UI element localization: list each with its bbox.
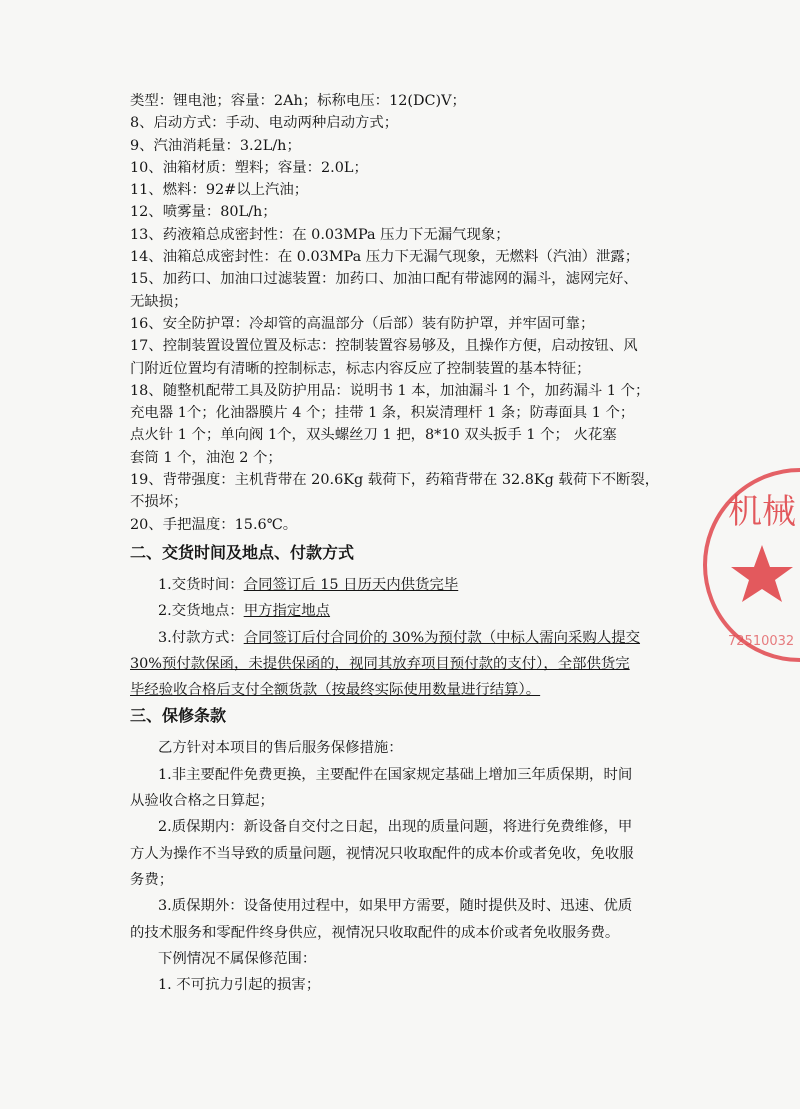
warranty-intro: 乙方针对本项目的售后服务保修措施：	[158, 740, 403, 757]
spec-line: 门附近位置均有清晰的控制标志，标志内容反应了控制装置的基本特征；	[130, 360, 591, 377]
spec-line: 不损坏；	[130, 494, 188, 511]
payment-label: 3.付款方式：	[158, 629, 244, 646]
delivery-place-label: 2.交货地点：	[158, 603, 244, 620]
spec-line: 8、启动方式：手动、电动两种启动方式；	[130, 115, 399, 132]
spec-line: 15、加药口、加油口过滤装置：加药口、加油口配有带滤网的漏斗，滤网完好、	[130, 271, 638, 288]
spec-line: 16、安全防护罩：冷却管的高温部分（后部）装有防护罩，并牢固可靠；	[130, 315, 595, 332]
seal-star-icon	[731, 545, 793, 602]
delivery-time-value: 合同签订后 15 日历天内供货完毕	[243, 576, 459, 593]
spec-line: 17、控制装置设置位置及标志：控制装置容易够及，且操作方便，启动按钮、风	[130, 338, 638, 355]
payment-terms-cont	[130, 677, 688, 699]
delivery-time-label: 1.交货时间：	[158, 576, 244, 593]
spec-line: 12、喷雾量：80L/h；	[130, 204, 277, 221]
seal-number: 72510032	[728, 634, 795, 649]
section3-heading: 三、保修条款	[130, 706, 227, 726]
spec-line: 19、背带强度：主机背带在 20.6Kg 载荷下，药箱背带在 32.8Kg 载荷下不断裂，	[130, 472, 660, 489]
spec-line: 充电器 1个；化油器膜片 4 个；挂带 1 条，积炭清理杆 1 条；防毒面具 1 个；	[130, 405, 635, 422]
payment-terms	[130, 625, 688, 647]
section2-heading: 二、交货时间及地点、付款方式	[130, 542, 355, 562]
warranty-p2-line3: 务费；	[130, 871, 174, 888]
spec-line: 20、手把温度：15.6℃。	[130, 516, 298, 533]
spec-line: 无缺损；	[130, 293, 188, 310]
warranty-p2-line2: 方人为操作不当导致的质量问题，视情况只收取配件的成本价或者免收，免收服	[130, 845, 634, 862]
warranty-p3-line1: 3.质保期外：设备使用过程中，如果甲方需要，随时提供及时、迅速、优质	[158, 898, 633, 915]
delivery-place	[130, 598, 688, 620]
document-body	[130, 90, 688, 994]
spec-line: 18、随整机配带工具及防护用品：说明书 1 本，加油漏斗 1 个，加药漏斗 1 个；	[130, 382, 650, 399]
warranty-p1-line2: 从验收合格之日算起；	[130, 793, 274, 810]
warranty-p1-line1: 1.非主要配件免费更换，主要配件在国家规定基础上增加三年质保期，时间	[158, 766, 633, 783]
payment-line-2: 30%预付款保函，未提供保函的，视同其放弃项目预付款的支付），全部供货完	[130, 655, 630, 672]
spec-line: 9、汽油消耗量：3.2L/h；	[130, 137, 301, 154]
spec-line: 14、油箱总成密封性：在 0.03MPa 压力下无漏气现象，无燃料（汽油）泄露；	[130, 249, 640, 266]
spec-line: 类型：锂电池；容量：2Ah；标称电压：12(DC)V；	[130, 93, 466, 109]
delivery-place-value: 甲方指定地点	[243, 603, 331, 620]
warranty-p2-line1: 2.质保期内：新设备自交付之日起，出现的质量问题，将进行免费维修，甲	[158, 819, 633, 836]
seal-graphic	[700, 455, 800, 675]
exclusion-1: 1. 不可抗力引起的损害；	[158, 977, 321, 994]
spec-line: 点火针 1 个；单向阀 1个，双头螺丝刀 1 把，8*10 双头扳手 1 个； 火花塞	[130, 427, 617, 444]
delivery-time	[130, 572, 688, 594]
payment-line-3: 毕经验收合格后支付全额货款（按最终实际使用数量进行结算）。	[130, 682, 541, 699]
spec-line: 13、药液箱总成密封性：在 0.03MPa 压力下无漏气现象；	[130, 226, 510, 243]
seal-text: 机械	[728, 492, 796, 532]
payment-line-1: 合同签订后付合同价的 30%为预付款（中标人需向采购人提交	[243, 629, 641, 646]
payment-terms-cont	[130, 651, 688, 673]
exclusions-intro: 下例情况不属保修范围：	[158, 950, 317, 967]
warranty-p3-line2: 的技术服务和零配件终身供应，视情况只收取配件的成本价或者免收服务费。	[130, 924, 620, 941]
spec-line: 10、油箱材质：塑料；容量：2.0L；	[130, 159, 368, 176]
spec-line: 11、燃料：92#以上汽油；	[130, 182, 309, 199]
company-seal	[700, 455, 800, 675]
spec-line: 套筒 1 个，油泡 2 个；	[130, 449, 282, 466]
